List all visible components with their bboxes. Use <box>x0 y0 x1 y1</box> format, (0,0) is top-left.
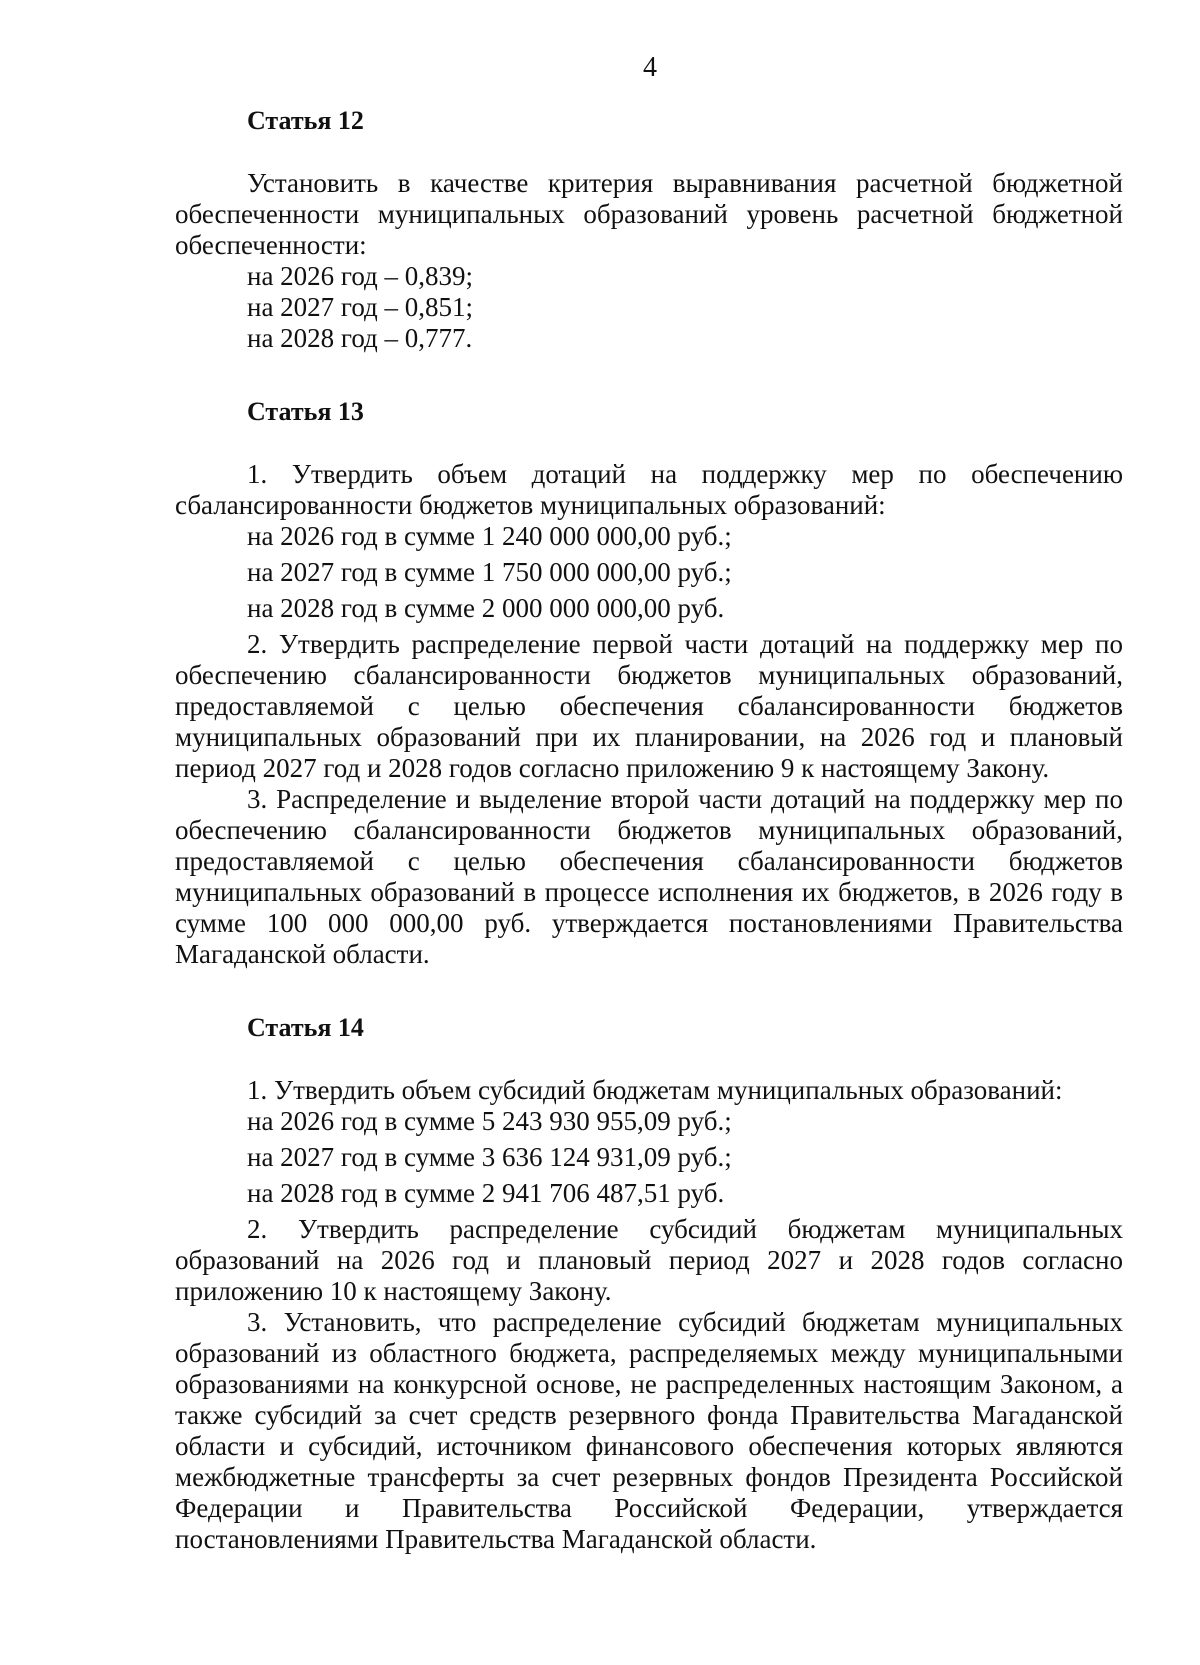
article-14-paragraph-2: 2. Утвердить распределение субсидий бюджетам муниципальных образований на 2026 год и плановый период 2027 и 2028 годов согласно приложению 10 к настоящему Закону. <box>175 1214 1123 1306</box>
page-number: 4 <box>643 52 657 83</box>
article-14-amount: на 2026 год в сумме 5 243 930 955,09 руб.; <box>247 1106 732 1136</box>
article-13-paragraph-1: 1. Утвердить объем дотаций на поддержку мер по обеспечению сбалансированности бюджетов муниципальных образований: <box>175 459 1123 520</box>
article-14-amount: на 2028 год в сумме 2 941 706 487,51 руб. <box>247 1178 725 1208</box>
article-12-title: Статья 12 <box>247 106 364 135</box>
article-13-title: Статья 13 <box>247 397 364 426</box>
article-12-item: на 2028 год – 0,777. <box>247 323 473 353</box>
article-14-title: Статья 14 <box>247 1013 364 1042</box>
article-13-amount: на 2026 год в сумме 1 240 000 000,00 руб.; <box>247 521 732 551</box>
article-13-paragraph-3: 3. Распределение и выделение второй части дотаций на поддержку мер по обеспечению сбалансированности бюджетов муниципальных образований, предоставляемой с целью обеспечения сбалансированности бюджетов муниципальных образований в процессе исполнения их бюджетов, в 2026 году в сумме 100 000 000,00 руб. утверждается постановлениями Правительства Магаданской области. <box>175 784 1123 969</box>
article-12-item: на 2026 год – 0,839; <box>247 261 474 291</box>
document-body <box>175 105 1123 1555</box>
article-12-item: на 2027 год – 0,851; <box>247 292 474 322</box>
article-13-amount: на 2028 год в сумме 2 000 000 000,00 руб. <box>247 593 725 623</box>
article-12-intro: Установить в качестве критерия выравнивания расчетной бюджетной обеспеченности муниципальных образований уровень расчетной бюджетной обеспеченности: <box>175 168 1123 260</box>
article-13-amount: на 2027 год в сумме 1 750 000 000,00 руб.; <box>247 557 732 587</box>
article-14-amount: на 2027 год в сумме 3 636 124 931,09 руб.; <box>247 1142 732 1172</box>
article-13-paragraph-2: 2. Утвердить распределение первой части дотаций на поддержку мер по обеспечению сбалансированности бюджетов муниципальных образований, предоставляемой с целью обеспечения сбалансированности бюджетов муниципальных образований при их планировании, на 2026 год и плановый период 2027 год и 2028 годов согласно приложению 9 к настоящему Закону. <box>175 629 1123 783</box>
article-14-paragraph-3: 3. Установить, что распределение субсидий бюджетам муниципальных образований из областного бюджета, распределяемых между муниципальными образованиями на конкурсной основе, не распределенных настоящим Законом, а также субсидий за счет средств резервного фонда Правительства Магаданской области и субсидий, источником финансового обеспечения которых являются межбюджетные трансферты за счет резервных фондов Президента Российской Федерации и Правительства Российской Федерации, утверждается постановлениями Правительства Магаданской области. <box>175 1307 1123 1554</box>
article-14-paragraph-1: 1. Утвердить объем субсидий бюджетам муниципальных образований: <box>247 1075 1063 1105</box>
